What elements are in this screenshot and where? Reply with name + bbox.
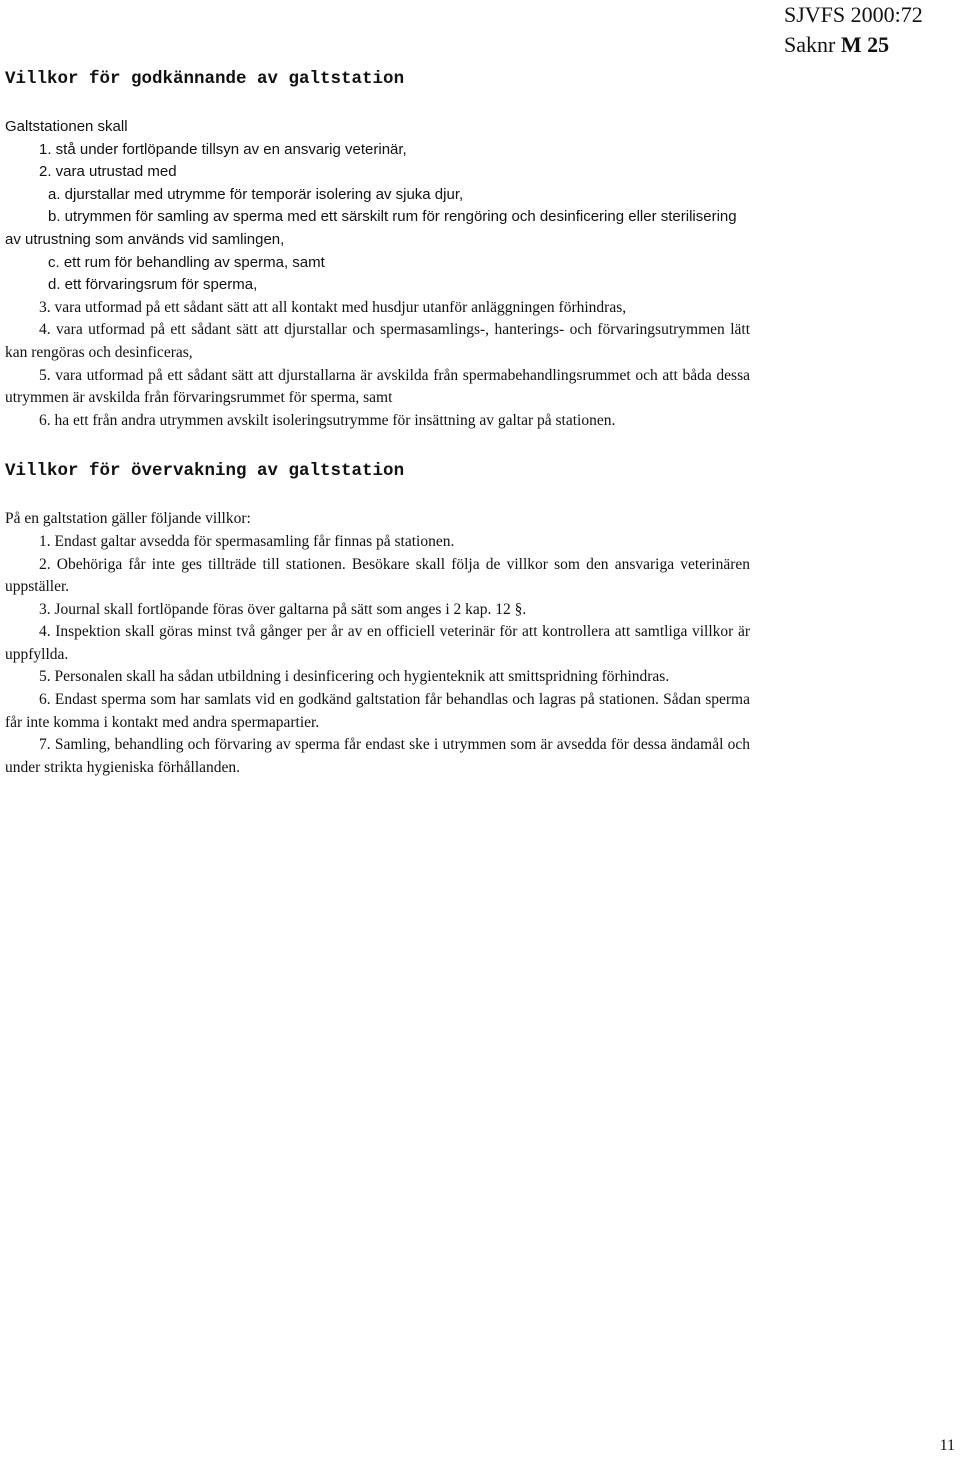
list-item: 3. Journal skall fortlöpande föras över galtarna på sätt som anges i 2 kap. 12 §. bbox=[39, 600, 527, 618]
subject-number-value: M 25 bbox=[840, 32, 890, 57]
list-item: 2. Obehöriga får inte ges tillträde till stationen. Besökare skall följa de villkor som den ansvariga veterinären uppställer. bbox=[5, 555, 750, 596]
list-item: 1. Endast galtar avsedda för spermasamling får finnas på stationen. bbox=[39, 532, 455, 550]
list-item: 1. stå under fortlöpande tillsyn av en ansvarig veterinär, bbox=[39, 140, 407, 158]
list-item: 4. vara utformad på ett sådant sätt att djurstallar och spermasamlings-, hanterings- och förvaringsutrymmen lätt kan rengöras och desinficeras, bbox=[5, 321, 750, 361]
document-body bbox=[5, 62, 750, 779]
list-item: 7. Samling, behandling och förvaring av sperma får endast ske i utrymmen som är avsedda för dessa ändamål och under strikta hygieniska förhållanden. bbox=[5, 736, 750, 776]
page-number: 11 bbox=[939, 1437, 955, 1454]
list-item: 3. vara utformad på ett sådant sätt att all kontakt med husdjur utanför anläggningen förhindras, bbox=[39, 298, 627, 316]
sub-list-item: b. utrymmen för samling av sperma med ett särskilt rum för rengöring och desinficering eller sterilisering av utrustning som används vid samlingen, bbox=[5, 208, 737, 248]
list-item: 5. vara utformad på ett sådant sätt att djurstallarna är avskilda från spermabehandlingsrummet och att båda dessa utrymmen är avskilda från förvaringsrummet för sperma, samt bbox=[5, 366, 750, 407]
list-item: 6. ha ett från andra utrymmen avskilt isoleringsutrymme för insättning av galtar på stationen. bbox=[39, 411, 616, 429]
section-title-approval: Villkor för godkännande av galtstation bbox=[5, 69, 405, 89]
sub-list-item: d. ett förvaringsrum för sperma, bbox=[48, 276, 258, 294]
list-item: 5. Personalen skall ha sådan utbildning i desinficering och hygienteknik att smittspridning förhindras. bbox=[39, 668, 670, 686]
list-item: 4. Inspektion skall göras minst två gånger per år av en officiell veterinär för att kontrollera att samtliga villkor är uppfyllda. bbox=[5, 623, 750, 663]
sub-list-item: c. ett rum för behandling av sperma, samt bbox=[48, 253, 325, 271]
sub-list-item: a. djurstallar med utrymme för temporär isolering av sjuka djur, bbox=[48, 185, 464, 203]
section2-intro: På en galtstation gäller följande villkor: bbox=[5, 510, 251, 528]
list-item: 6. Endast sperma som har samlats vid en godkänd galtstation får behandlas och lagras på stationen. Sådan sperma får inte komma i kontakt med andra spermapartier. bbox=[5, 691, 750, 731]
document-header bbox=[784, 0, 954, 60]
regulation-code: SJVFS 2000:72 bbox=[784, 2, 923, 27]
list-item: 2. vara utrustad med bbox=[39, 163, 177, 181]
section1-intro: Galtstationen skall bbox=[5, 118, 128, 135]
subject-number-prefix: Saknr bbox=[784, 32, 836, 57]
section-title-monitoring: Villkor för övervakning av galtstation bbox=[5, 461, 405, 482]
subject-number bbox=[784, 30, 954, 60]
